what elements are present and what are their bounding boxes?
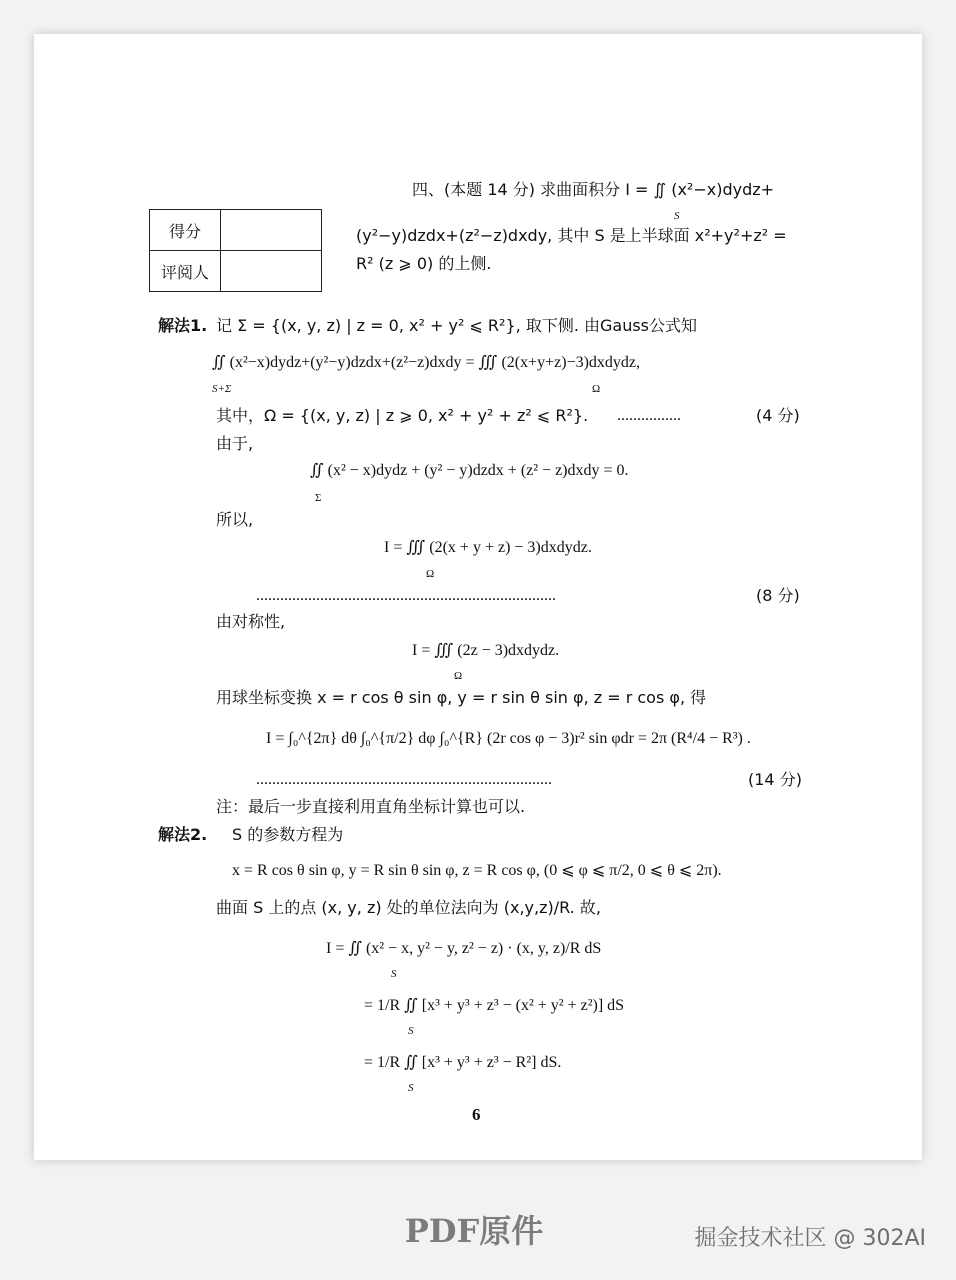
since-text: 由于,: [216, 434, 254, 453]
solution2-intro: S 的参数方程为: [232, 825, 344, 844]
problem-line-1: 四、(本题 14 分) 求曲面积分 I = ∬ (x²−x)dydz+: [412, 180, 775, 199]
gauss-equation-subscript-right: Ω: [592, 383, 601, 395]
volume-integral-subscript: Ω: [426, 568, 435, 580]
score-table: [149, 209, 322, 292]
grader-label: 评阅人: [150, 251, 221, 292]
gauss-equation-subscript-left: S+Σ: [212, 383, 232, 395]
parametric-equation: x = R cos θ sin φ, y = R sin θ sin φ, z = R cos φ, (0 ⩽ φ ⩽ π/2, 0 ⩽ θ ⩽ 2π).: [232, 862, 722, 879]
page-number: 6: [472, 1105, 481, 1124]
omega-definition: 其中，Ω = {(x, y, z) | z ⩾ 0, x² + y² + z² ⩽ R²}.: [216, 406, 589, 425]
grader-field: [221, 251, 322, 292]
score-14: (14 分): [748, 770, 802, 789]
score-field: [221, 210, 322, 251]
watermark: 掘金技术社区 @ 302AI: [694, 1226, 926, 1251]
therefore-text: 所以,: [216, 510, 254, 529]
surface-integral-step-2: = 1/R ∬ [x³ + y³ + z³ − (x² + y² + z²)] dS: [364, 997, 625, 1014]
spherical-transform-text: 用球坐标变换 x = r cos θ sin φ, y = r sin θ sin φ, z = r cos φ, 得: [216, 688, 707, 707]
surface-integral-subscript-2: S: [408, 1025, 414, 1037]
sigma-integral-equation: ∬ (x² − x)dydz + (y² − y)dzdx + (z² − z)dxdy = 0.: [310, 462, 629, 479]
symmetry-equation: I = ∭ (2z − 3)dxdydz.: [412, 642, 560, 659]
score-label: 得分: [150, 210, 221, 251]
unit-normal-text: 曲面 S 上的点 (x, y, z) 处的单位法向为 (x,y,z)/R. 故,: [216, 898, 601, 917]
score-dots-1: ................: [617, 407, 681, 424]
symmetry-text: 由对称性,: [216, 612, 286, 631]
score-4: (4 分): [756, 406, 800, 425]
volume-integral-equation: I = ∭ (2(x + y + z) − 3)dxdydz.: [384, 539, 592, 556]
gauss-equation: ∬ (x²−x)dydz+(y²−y)dzdx+(z²−z)dxdy = ∭ (2(x+y+z)−3)dxdydz,: [212, 354, 641, 371]
pdf-original-caption: PDF原件: [404, 1212, 544, 1250]
score-8: (8 分): [756, 586, 800, 605]
surface-integral-step-3: = 1/R ∬ [x³ + y³ + z³ − R²] dS.: [364, 1054, 562, 1071]
score-dots-3: ..........................................................................: [256, 771, 552, 788]
solution1-intro: 记 Σ = {(x, y, z) | z = 0, x² + y² ⩽ R²}, 取下侧. 由Gauss公式知: [216, 316, 698, 335]
surface-integral-subscript-3: S: [408, 1082, 414, 1094]
problem-line-3: R² (z ⩾ 0) 的上侧.: [356, 254, 492, 273]
problem-integral-subscript: S: [674, 210, 680, 222]
solution2-heading: 解法2.: [158, 825, 208, 844]
surface-integral-step-1: I = ∬ (x² − x, y² − y, z² − z) · (x, y, z)/R dS: [326, 940, 602, 957]
solution1-heading: 解法1.: [158, 316, 208, 335]
score-dots-2: ...........................................................................: [256, 587, 556, 604]
document-page: [34, 34, 922, 1160]
symmetry-equation-subscript: Ω: [454, 670, 463, 682]
surface-integral-subscript-1: S: [391, 968, 397, 980]
note-text: 注：最后一步直接利用直角坐标计算也可以.: [216, 797, 526, 816]
spherical-integral-equation: I = ∫₀^{2π} dθ ∫₀^{π/2} dφ ∫₀^{R} (2r cos φ − 3)r² sin φdr = 2π (R⁴/4 − R³) .: [266, 730, 751, 747]
problem-line-2: (y²−y)dzdx+(z²−z)dxdy, 其中 S 是上半球面 x²+y²+z² =: [356, 226, 787, 245]
sigma-integral-subscript: Σ: [315, 492, 322, 504]
